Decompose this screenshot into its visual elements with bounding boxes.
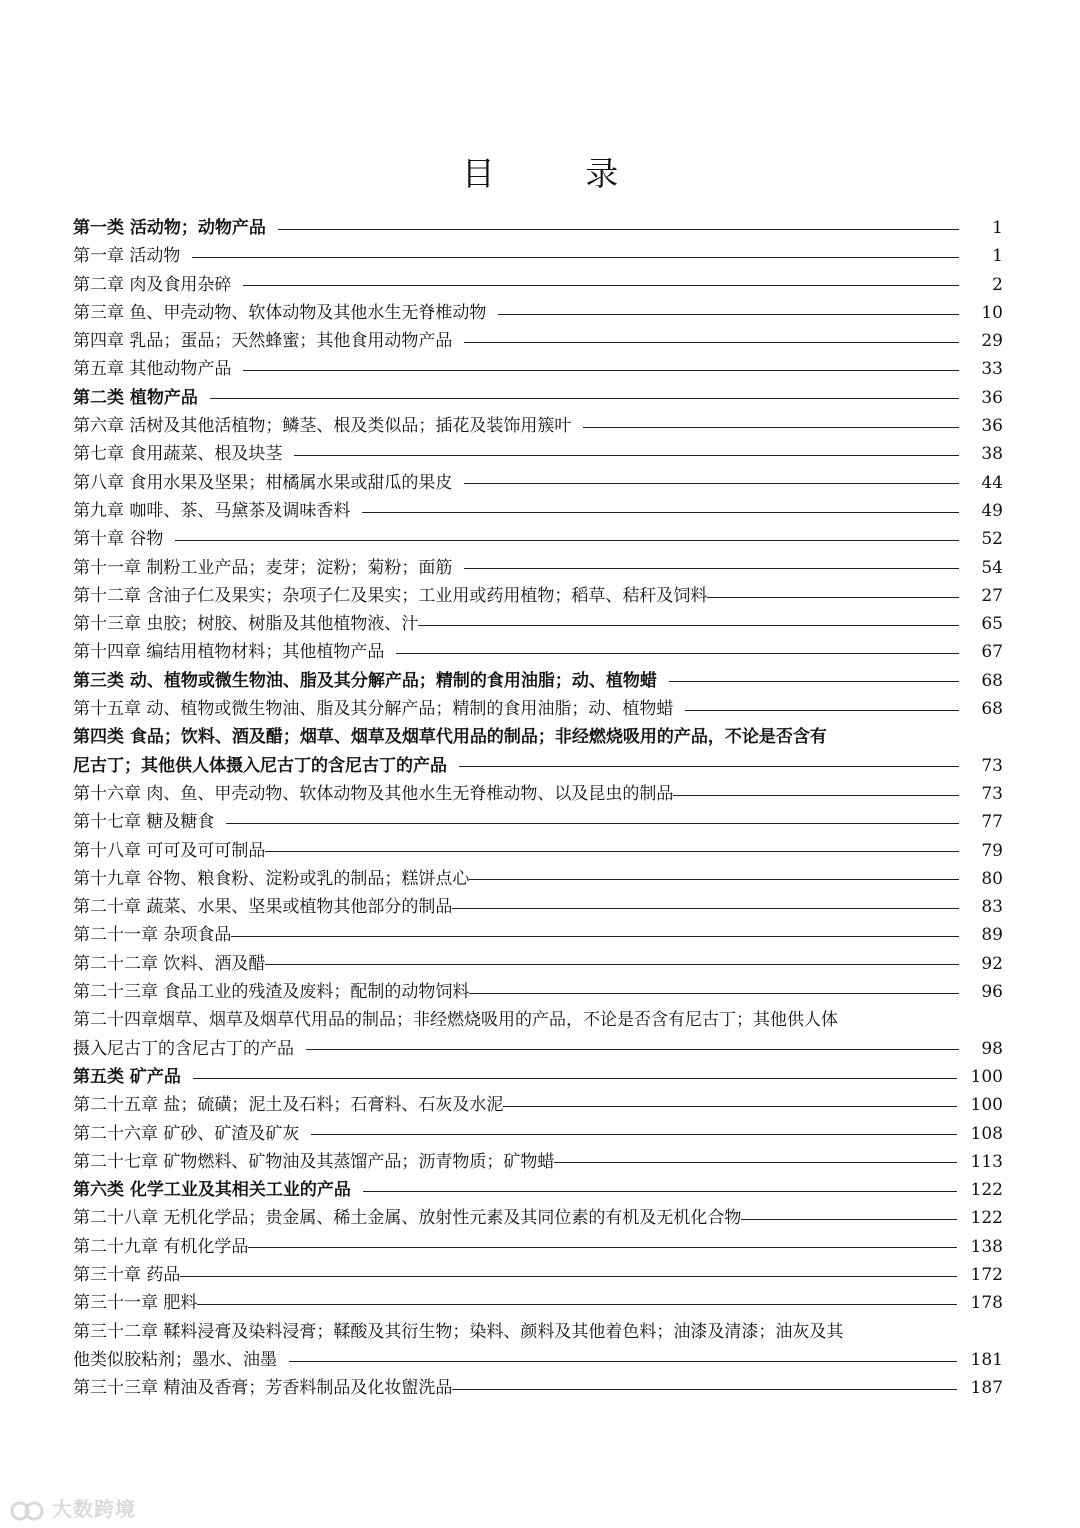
toc-page-number: 1 bbox=[992, 218, 1003, 238]
toc-page-number: 122 bbox=[970, 1180, 1003, 1201]
toc-leader-line bbox=[210, 398, 959, 399]
toc-entry-title: 第二十五章 盐；硫磺；泥土及石料；石膏料、石灰及水泥 bbox=[73, 1095, 504, 1116]
toc-chapter-entry[interactable] bbox=[73, 1233, 1003, 1261]
toc-leader-line bbox=[741, 1219, 956, 1220]
toc-chapter-entry[interactable] bbox=[73, 1120, 1003, 1148]
toc-leader-line bbox=[231, 936, 959, 937]
toc-leader-line bbox=[265, 851, 959, 852]
toc-leader-line bbox=[464, 483, 959, 484]
toc-chapter-entry[interactable] bbox=[73, 554, 1003, 582]
toc-leader-line bbox=[498, 314, 959, 315]
toc-entry-title: 第二十九章 有机化学品 bbox=[73, 1236, 249, 1257]
toc-leader-line bbox=[248, 1247, 956, 1248]
toc-page-number: 80 bbox=[981, 868, 1003, 889]
toc-page-number: 49 bbox=[981, 500, 1003, 521]
toc-leader-line bbox=[193, 1078, 957, 1079]
toc-page-number: 68 bbox=[981, 670, 1003, 691]
toc-entry-title: 第三十三章 精油及香膏；芳香料制品及化妆盥洗品 bbox=[73, 1378, 453, 1399]
toc-leader-line bbox=[554, 1162, 956, 1163]
toc-leader-line bbox=[362, 512, 959, 513]
toc-page-number: 83 bbox=[981, 897, 1003, 918]
toc-part-entry[interactable] bbox=[73, 214, 1003, 242]
toc-chapter-entry[interactable] bbox=[73, 638, 1003, 666]
toc-entry-title: 第十二章 含油子仁及果实；杂项子仁及果实；工业用或药用植物；稻草、秸秆及饲料 bbox=[73, 585, 708, 606]
toc-entry-title: 第十五章 动、植物或微生物油、脂及其分解产品；精制的食用油脂；动、植物蜡 bbox=[73, 699, 674, 720]
toc-page-number: 33 bbox=[981, 359, 1003, 380]
toc-chapter-entry[interactable] bbox=[73, 950, 1003, 978]
toc-leader-line bbox=[289, 1361, 957, 1362]
toc-entry-title: 第二十六章 矿砂、矿渣及矿灰 bbox=[73, 1123, 300, 1144]
toc-entry-title: 第七章 食用蔬菜、根及块茎 bbox=[73, 444, 283, 465]
toc-leader-line bbox=[294, 455, 959, 456]
toc-leader-line bbox=[464, 342, 959, 343]
toc-page-number: 96 bbox=[981, 982, 1003, 1003]
toc-chapter-entry[interactable] bbox=[73, 921, 1003, 949]
table-of-contents bbox=[73, 214, 1003, 1402]
toc-chapter-entry[interactable] bbox=[73, 865, 1003, 893]
toc-chapter-entry[interactable] bbox=[73, 1091, 1003, 1119]
toc-leader-line bbox=[707, 597, 959, 598]
toc-chapter-entry[interactable] bbox=[73, 497, 1003, 525]
toc-page-number: 1 bbox=[992, 246, 1003, 267]
toc-page-number: 38 bbox=[981, 444, 1003, 465]
toc-leader-line bbox=[673, 795, 959, 796]
toc-part-entry[interactable] bbox=[73, 1063, 1003, 1091]
toc-page-number: 79 bbox=[981, 840, 1003, 861]
toc-leader-line bbox=[192, 257, 959, 258]
toc-entry-title: 第六类 化学工业及其相关工业的产品 bbox=[73, 1180, 351, 1201]
toc-entry-title: 第六章 活树及其他活植物；鳞茎、根及类似品；插花及装饰用簇叶 bbox=[73, 416, 572, 437]
toc-leader-line bbox=[396, 653, 959, 654]
toc-entry-title: 第二十三章 食品工业的残渣及废料；配制的动物饲料 bbox=[73, 982, 470, 1003]
toc-leader-line bbox=[503, 1106, 956, 1107]
toc-page-number: 92 bbox=[981, 953, 1003, 974]
toc-chapter-entry[interactable] bbox=[73, 1318, 1003, 1346]
toc-entry-title: 他类似胶粘剂；墨水、油墨 bbox=[73, 1349, 277, 1370]
toc-entry-title: 第五类 矿产品 bbox=[73, 1066, 181, 1087]
toc-entry-title: 摄入尼古丁的含尼古丁的产品 bbox=[73, 1038, 294, 1059]
toc-chapter-entry[interactable] bbox=[73, 412, 1003, 440]
toc-entry-title: 第二类 植物产品 bbox=[73, 387, 198, 408]
toc-leader-line bbox=[464, 568, 959, 569]
toc-part-entry[interactable] bbox=[73, 384, 1003, 412]
toc-page-number: 67 bbox=[981, 642, 1003, 663]
toc-chapter-entry[interactable] bbox=[73, 525, 1003, 553]
toc-entry-title: 第五章 其他动物产品 bbox=[73, 359, 232, 380]
toc-part-entry[interactable] bbox=[73, 1176, 1003, 1204]
toc-page-number: 138 bbox=[970, 1236, 1003, 1257]
toc-leader-line bbox=[669, 681, 959, 682]
toc-entry-title: 尼古丁；其他供人体摄入尼古丁的含尼古丁的产品 bbox=[73, 755, 447, 776]
toc-page-number: 36 bbox=[981, 387, 1003, 408]
toc-leader-line bbox=[180, 1276, 956, 1277]
toc-page-number: 68 bbox=[981, 699, 1003, 720]
toc-leader-line bbox=[469, 993, 959, 994]
toc-entry-title: 第三章 鱼、甲壳动物、软体动物及其他水生无脊椎动物 bbox=[73, 302, 487, 323]
toc-chapter-entry[interactable] bbox=[73, 610, 1003, 638]
toc-leader-line bbox=[265, 964, 959, 965]
toc-part-entry[interactable] bbox=[73, 667, 1003, 695]
toc-page-number: 122 bbox=[970, 1208, 1003, 1229]
toc-entry-title: 第十九章 谷物、粮食粉、淀粉或乳的制品；糕饼点心 bbox=[73, 868, 470, 889]
toc-entry-title: 第十七章 糖及糖食 bbox=[73, 812, 215, 833]
toc-chapter-entry[interactable] bbox=[73, 327, 1003, 355]
toc-leader-line bbox=[583, 427, 959, 428]
toc-entry-title: 第三十一章 肥料 bbox=[73, 1293, 198, 1314]
toc-page-number: 2 bbox=[992, 274, 1003, 295]
toc-chapter-entry[interactable] bbox=[73, 582, 1003, 610]
toc-leader-line bbox=[175, 540, 959, 541]
toc-entry-title: 第二章 肉及食用杂碎 bbox=[73, 274, 232, 295]
toc-entry-title: 第四章 乳品；蛋品；天然蜂蜜；其他食用动物产品 bbox=[73, 331, 453, 352]
toc-chapter-entry[interactable] bbox=[73, 1346, 1003, 1374]
watermark-logo-icon bbox=[10, 1500, 44, 1522]
toc-page-number: 54 bbox=[981, 557, 1003, 578]
toc-chapter-entry[interactable] bbox=[73, 1148, 1003, 1176]
toc-chapter-entry[interactable] bbox=[73, 1006, 1003, 1034]
toc-chapter-entry[interactable] bbox=[73, 440, 1003, 468]
toc-chapter-entry[interactable] bbox=[73, 1289, 1003, 1317]
toc-entry-title: 第十章 谷物 bbox=[73, 529, 164, 550]
toc-chapter-entry[interactable] bbox=[73, 837, 1003, 865]
toc-entry-title: 第十六章 肉、鱼、甲壳动物、软体动物及其他水生无脊椎动物、以及昆虫的制品 bbox=[73, 783, 674, 804]
toc-chapter-entry[interactable] bbox=[73, 695, 1003, 723]
toc-chapter-entry[interactable] bbox=[73, 242, 1003, 270]
toc-entry-title: 第二十八章 无机化学品；贵金属、稀土金属、放射性元素及其同位素的有机及无机化合物 bbox=[73, 1208, 742, 1229]
toc-leader-line bbox=[685, 710, 959, 711]
toc-page-number: 172 bbox=[970, 1264, 1003, 1285]
toc-chapter-entry[interactable] bbox=[73, 1035, 1003, 1063]
toc-entry-title: 第二十四章烟草、烟草及烟草代用品的制品；非经燃烧吸用的产品，不论是否含有尼古丁；其他供人体 bbox=[73, 1010, 838, 1031]
toc-page-number: 100 bbox=[970, 1066, 1003, 1087]
toc-entry-title: 第二十二章 饮料、酒及醋 bbox=[73, 953, 266, 974]
toc-entry-title: 第二十七章 矿物燃料、矿物油及其蒸馏产品；沥青物质；矿物蜡 bbox=[73, 1151, 555, 1172]
toc-entry-title: 第一类 活动物；动物产品 bbox=[73, 218, 266, 238]
toc-part-entry[interactable] bbox=[73, 752, 1003, 780]
toc-leader-line bbox=[452, 1389, 956, 1390]
toc-entry-title: 第十四章 编结用植物材料；其他植物产品 bbox=[73, 642, 385, 663]
toc-leader-line bbox=[243, 285, 959, 286]
toc-entry-title: 第二十一章 杂项食品 bbox=[73, 925, 232, 946]
page-title: 目 录 bbox=[461, 154, 659, 193]
toc-chapter-entry[interactable] bbox=[73, 1374, 1003, 1402]
toc-entry-title: 第三十二章 鞣料浸膏及染料浸膏；鞣酸及其衍生物；染料、颜料及其他着色料；油漆及清漆；油灰及其 bbox=[73, 1321, 844, 1342]
toc-chapter-entry[interactable] bbox=[73, 299, 1003, 327]
toc-leader-line bbox=[306, 1049, 959, 1050]
toc-leader-line bbox=[459, 766, 959, 767]
toc-entry-title: 第九章 咖啡、茶、马黛茶及调味香料 bbox=[73, 500, 351, 521]
toc-leader-line bbox=[243, 370, 959, 371]
toc-entry-title: 第十一章 制粉工业产品；麦芽；淀粉；菊粉；面筋 bbox=[73, 557, 453, 578]
toc-page-number: 108 bbox=[970, 1123, 1003, 1144]
toc-page-number: 73 bbox=[981, 755, 1003, 776]
toc-chapter-entry[interactable] bbox=[73, 271, 1003, 299]
toc-chapter-entry[interactable] bbox=[73, 893, 1003, 921]
toc-page-number: 27 bbox=[981, 585, 1003, 606]
toc-page-number: 52 bbox=[981, 529, 1003, 550]
toc-page-number: 10 bbox=[981, 302, 1003, 323]
toc-leader-line bbox=[452, 908, 959, 909]
toc-page-number: 100 bbox=[970, 1095, 1003, 1116]
toc-page-number: 98 bbox=[981, 1038, 1003, 1059]
toc-leader-line bbox=[469, 879, 959, 880]
toc-chapter-entry[interactable] bbox=[73, 808, 1003, 836]
toc-chapter-entry[interactable] bbox=[73, 355, 1003, 383]
toc-part-entry[interactable] bbox=[73, 723, 1003, 751]
toc-page-number: 181 bbox=[970, 1349, 1003, 1370]
toc-page-number: 187 bbox=[970, 1378, 1003, 1399]
toc-page-number: 178 bbox=[970, 1293, 1003, 1314]
watermark bbox=[10, 1493, 136, 1522]
toc-entry-title: 第三类 动、植物或微生物油、脂及其分解产品；精制的食用油脂；动、植物蜡 bbox=[73, 670, 657, 691]
toc-leader-line bbox=[311, 1134, 956, 1135]
toc-page-number: 44 bbox=[981, 472, 1003, 493]
toc-page-number: 36 bbox=[981, 416, 1003, 437]
toc-entry-title: 第一章 活动物 bbox=[73, 246, 181, 267]
toc-page-number: 77 bbox=[981, 812, 1003, 833]
toc-chapter-entry[interactable] bbox=[73, 469, 1003, 497]
toc-page-number: 73 bbox=[981, 783, 1003, 804]
toc-leader-line bbox=[418, 625, 959, 626]
toc-entry-title: 第八章 食用水果及坚果；柑橘属水果或甜瓜的果皮 bbox=[73, 472, 453, 493]
toc-page-number: 29 bbox=[981, 331, 1003, 352]
toc-page-number: 113 bbox=[970, 1151, 1003, 1172]
toc-entry-title: 第二十章 蔬菜、水果、坚果或植物其他部分的制品 bbox=[73, 897, 453, 918]
toc-chapter-entry[interactable] bbox=[73, 1204, 1003, 1232]
toc-entry-title: 第十八章 可可及可可制品 bbox=[73, 840, 266, 861]
toc-chapter-entry[interactable] bbox=[73, 780, 1003, 808]
toc-entry-title: 第四类 食品；饮料、酒及醋；烟草、烟草及烟草代用品的制品；非经燃烧吸用的产品，不论是否含有 bbox=[73, 727, 827, 748]
watermark-text: 大数跨境 bbox=[51, 1497, 136, 1521]
toc-leader-line bbox=[197, 1304, 956, 1305]
toc-leader-line bbox=[278, 229, 959, 230]
toc-page-number: 89 bbox=[981, 925, 1003, 946]
toc-entry-title: 第三十章 药品 bbox=[73, 1264, 181, 1285]
toc-leader-line bbox=[226, 823, 959, 824]
toc-page-number: 65 bbox=[981, 614, 1003, 635]
toc-entry-title: 第十三章 虫胶；树胶、树脂及其他植物液、汁 bbox=[73, 614, 419, 635]
toc-chapter-entry[interactable] bbox=[73, 978, 1003, 1006]
toc-chapter-entry[interactable] bbox=[73, 1261, 1003, 1289]
toc-leader-line bbox=[363, 1191, 957, 1192]
